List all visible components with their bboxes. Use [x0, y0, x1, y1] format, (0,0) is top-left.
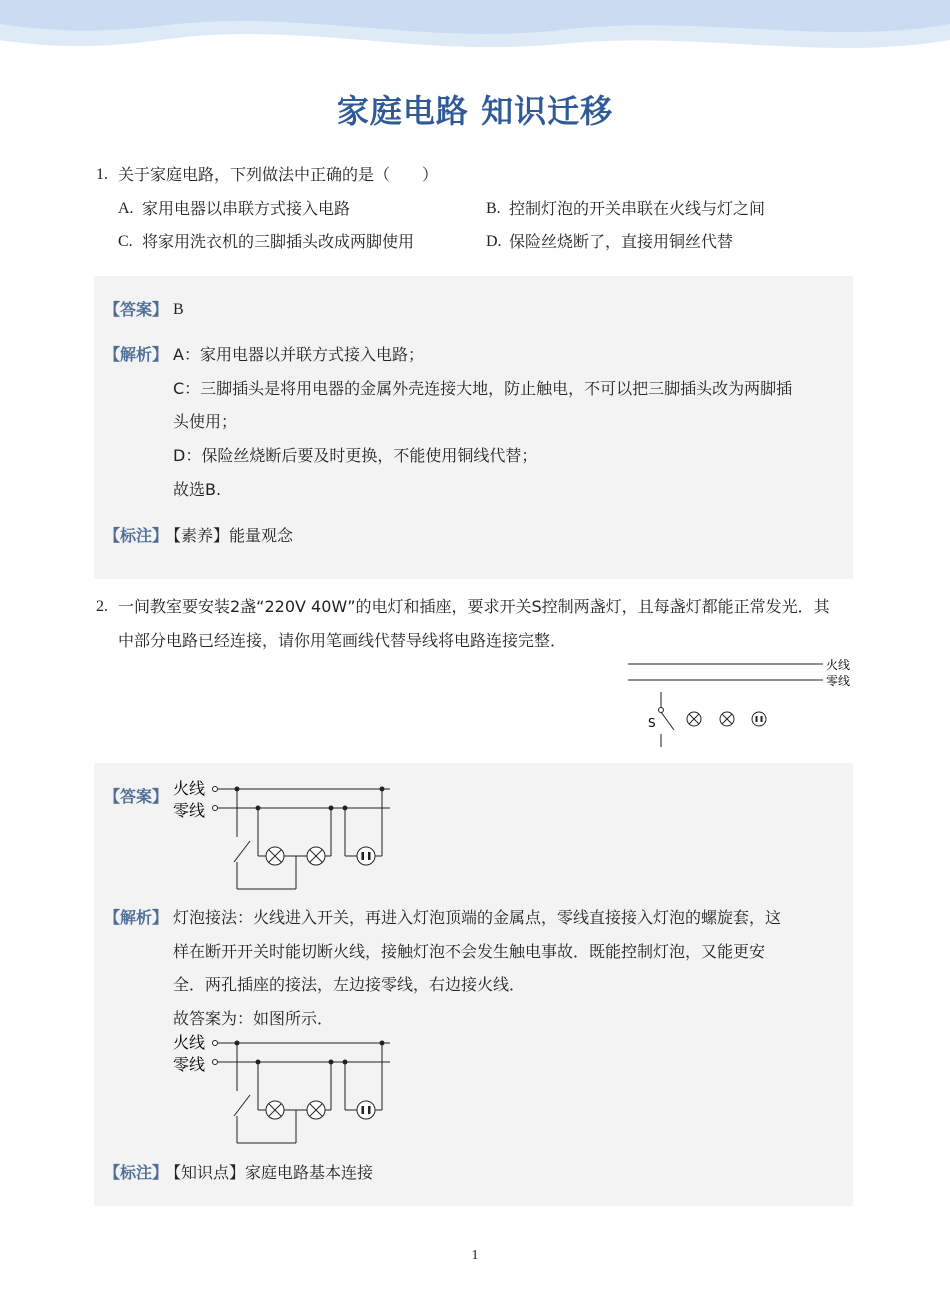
page-number: 1 — [471, 1248, 479, 1263]
q1-option-b-letter: B. — [486, 200, 501, 217]
socket-icon — [752, 712, 766, 726]
q1-option-a-letter: A. — [118, 200, 134, 217]
q1-option-d-letter: D. — [486, 233, 502, 250]
q2-stem-line: 中部分电路已经连接，请你用笔画线代替导线将电路连接完整． — [118, 631, 567, 650]
q1-analysis-line: D：保险丝烧断后要及时更换，不能使用铜线代替； — [173, 446, 538, 465]
q2-circuit-figure — [620, 652, 860, 752]
socket-icon — [357, 847, 375, 865]
q2-stem-line: 一间教室要安装2盏“220V 40W”的电灯和插座，要求开关S控制两盏灯，且每盏灯都能正常发光．其 — [118, 597, 830, 616]
q1-analysis-line: A：家用电器以并联方式接入电路； — [173, 345, 424, 364]
figure-neutral-label: 零线 — [826, 674, 851, 688]
page-title: 家庭电路 知识迁移 — [336, 92, 614, 130]
answer-live-label: 火线 — [173, 779, 206, 798]
analysis-live-label: 火线 — [173, 1033, 206, 1052]
q1-analysis-line: 头使用； — [173, 412, 238, 431]
figure-live-label: 火线 — [826, 658, 851, 672]
q2-analysis-line: 灯泡接法：火线进入开关，再进入灯泡顶端的金属点，零线直接接入灯泡的螺旋套，这 — [173, 908, 782, 927]
q2-answer-tag: 【答案】 — [104, 787, 169, 806]
q2-analysis-tag: 【解析】 — [104, 908, 169, 927]
q2-note: 【知识点】家庭电路基本连接 — [165, 1163, 374, 1182]
q2-note-tag: 【标注】 — [104, 1163, 169, 1182]
q1-stem: 关于家庭电路，下列做法中正确的是（ ） — [118, 165, 439, 184]
q2-number: 2. — [96, 598, 108, 615]
socket-icon — [357, 1101, 375, 1119]
q1-option-b: 控制灯泡的开关串联在火线与灯之间 — [509, 199, 766, 218]
q1-analysis-tag: 【解析】 — [104, 345, 169, 364]
analysis-neutral-label: 零线 — [173, 1055, 206, 1074]
q2-answer-circuit — [170, 777, 400, 895]
lamp-icon — [307, 847, 325, 865]
lamp-icon — [687, 712, 701, 726]
lamp-icon — [720, 712, 734, 726]
q1-answer-tag: 【答案】 — [104, 300, 169, 319]
q2-analysis-line: 全．两孔插座的接法，左边接零线，右边接火线． — [173, 975, 526, 994]
lamp-icon — [266, 1101, 284, 1119]
header-wave-decoration — [0, 0, 950, 80]
q1-answer: B — [173, 301, 184, 318]
q1-analysis-line: 故选B. — [173, 480, 222, 499]
q1-option-a: 家用电器以串联方式接入电路 — [142, 199, 351, 218]
q1-option-c-letter: C. — [118, 233, 133, 250]
q1-analysis-line: C：三脚插头是将用电器的金属外壳连接大地，防止触电，不可以把三脚插头改为两脚插 — [173, 379, 793, 398]
switch-label: S — [648, 716, 656, 730]
q1-number: 1. — [96, 166, 108, 183]
q1-note-tag: 【标注】 — [104, 526, 169, 545]
q1-note: 【素养】能量观念 — [165, 526, 294, 545]
q1-option-c: 将家用洗衣机的三脚插头改成两脚使用 — [142, 232, 415, 251]
lamp-icon — [266, 847, 284, 865]
q2-analysis-line: 故答案为：如图所示． — [173, 1009, 334, 1028]
lamp-icon — [307, 1101, 325, 1119]
q2-analysis-line: 样在断开开关时能切断火线，接触灯泡不会发生触电事故．既能控制灯泡，又能更安 — [173, 942, 766, 961]
q2-analysis-circuit — [170, 1031, 400, 1149]
answer-neutral-label: 零线 — [173, 801, 206, 820]
q1-option-d: 保险丝烧断了，直接用铜丝代替 — [509, 232, 734, 251]
